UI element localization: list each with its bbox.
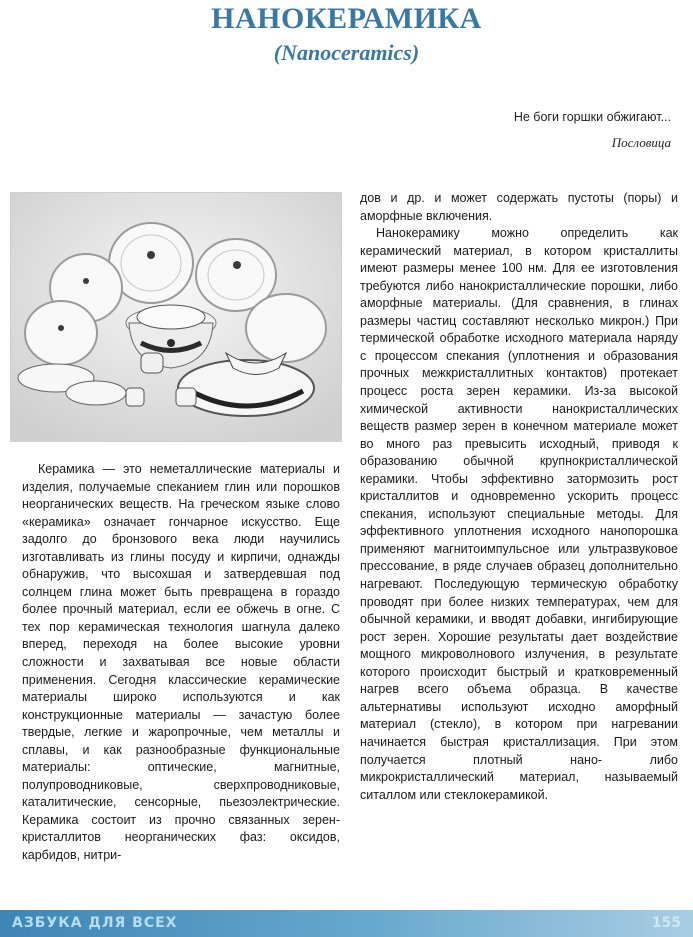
paragraph-continuation: дов и др. и может содержать пустоты (поры) и аморфные включения. [360, 191, 678, 223]
footer-section-title: АЗБУКА ДЛЯ ВСЕХ [12, 915, 178, 931]
paragraph: Керамика — это неметаллические материалы и изделия, получаемые спеканием глин или порошков неорганических веществ. На греческом языке слово «керамика» означает гончарное искусство. Еще задолго до бронзового века люди научились изготавливать из глины посуду и кирпичи, однажды обнаружив, что высохшая и затвердевшая под солнцем глина может быть превращена в гораздо более прочный материал, если ее обжечь в огне. С тех пор керамическая технология шагнула далеко вперед, переходя на более высокие уровни сложности и захватывая все новые области применения. Сегодня классические керамические материалы широко используются и как конструкционные материалы — зачастую более твердые, легкие и жаропрочные, чем металлы и сплавы, и как разнообразные функциональные материалы: оптические, магнитные, полупроводниковые, сверхпроводниковые, каталитические, сенсорные, пьезоэлектрические. Керамика состоит из прочно связанных зерен-кристаллитов неорганических фаз: оксидов, карбидов, нитри- [22, 462, 340, 863]
footer-band [0, 910, 693, 937]
page-title: НАНОКЕРАМИКА [211, 2, 482, 35]
article-column-right [360, 190, 678, 804]
epigraph-source: Пословица [611, 135, 671, 150]
page-subtitle: (Nanoceramics) [273, 40, 420, 65]
article-column-left [22, 461, 340, 865]
porcelain-tableware-photo [10, 192, 342, 442]
photo-illustration [11, 193, 341, 441]
epigraph-text: Не боги горшки обжигают... [513, 110, 671, 124]
page-number: 155 [651, 915, 681, 931]
paragraph: Нанокерамику можно определить как керамический материал, в котором кристаллиты имеют размеры менее 100 нм. Для ее изготовления требуются либо нанокристаллические порошки, либо аморфные материалы. (Для сравнения, в глинах размеры частиц составляют несколько микрон.) При термической обработке исходного материала наряду с процессом спекания (уплотнения и образования прочных межкристаллитных контактов) протекает процесс роста зерен керамики. Из-за высокой химической активности нанокристаллических веществ размер зерен в конечном материале может во много раз превысить исходный, приводя к образованию обычной крупнокристаллической керамики. Чтобы эффективно затормозить рост кристаллитов и одновременно ускорить процесс спекания, используют специальные методы. Для эффективного уплотнения исходного нанопорошка применяют магнитоимпульсное или ультразвуковое прессование, в ряде случаев образец дополнительно нагревают. Последующую термическую обработку проводят при более низких температурах, чем для обычной керамики, и вводят добавки, ингибирующие рост зерен. Хорошие результаты дает воздействие мощного микроволнового излучения, в результате которого происходит быстрый и кратковременный нагрев всего объема образца. В качестве альтернативы используют исходно аморфный материал (стекло), в котором при нагревании начинается быстрая кристаллизация. При этом получается плотный нано- либо микрокристаллический материал, называемый ситаллом или стеклокерамикой. [360, 226, 678, 802]
